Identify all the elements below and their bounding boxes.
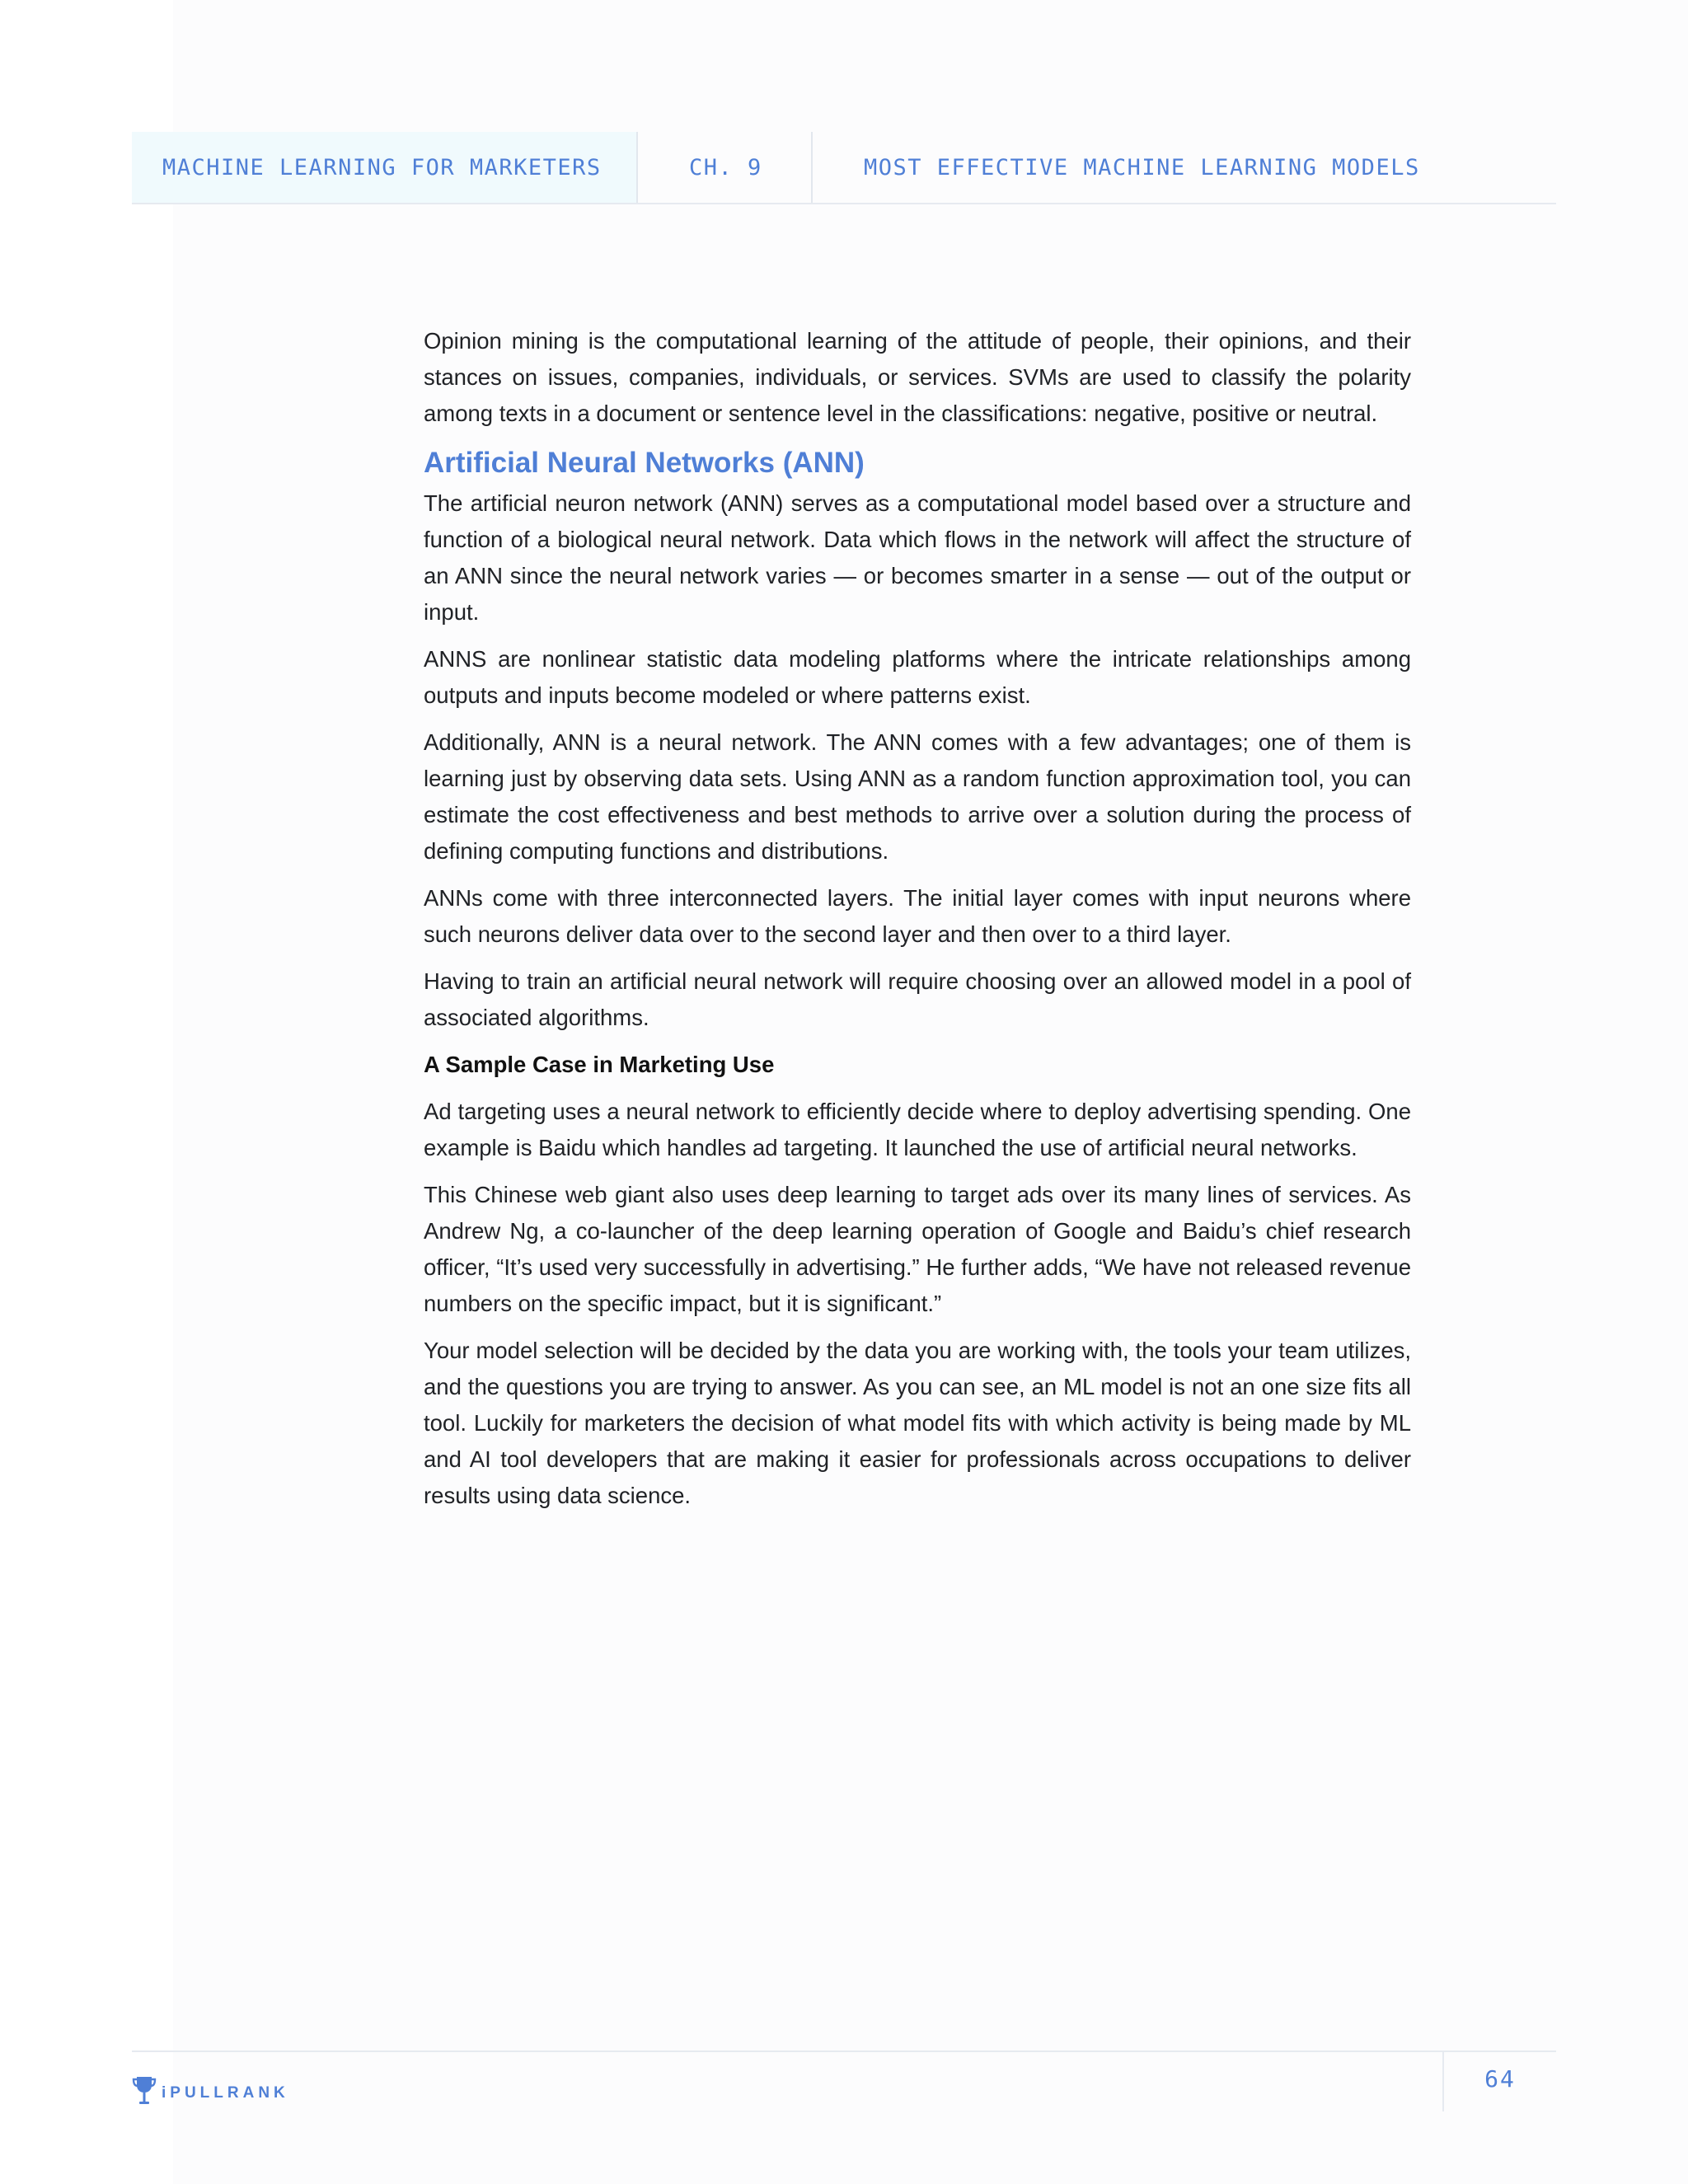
- trophy-icon: [132, 2075, 157, 2111]
- ipullrank-logo: [132, 2075, 289, 2111]
- body-paragraph: Having to train an artificial neural network will require choosing over an allowed model in a pool of associated algorithms.: [424, 968, 1411, 1030]
- book-title: MACHINE LEARNING FOR MARKETERS: [132, 132, 638, 203]
- body-paragraph: ANNs come with three interconnected layers. The initial layer comes with input neurons where such neurons deliver data over to the second layer and then over to a third layer.: [424, 885, 1411, 947]
- case-paragraph: Ad targeting uses a neural network to efficiently decide where to deploy advertising spending. One example is Baidu which handles ad targeting. It launched the use of artificial neural networks.: [424, 1099, 1411, 1160]
- body-paragraph: Additionally, ANN is a neural network. The ANN comes with a few advantages; one of them is learning just by observing data sets. Using ANN as a random function approximation tool, you can estimate the cost effectiveness and best methods to arrive over a solution during the process of defining computing functions and distributions.: [424, 729, 1411, 864]
- chapter-number: CH. 9: [638, 132, 813, 203]
- logo-wordmark: iPULLRANK: [162, 2083, 289, 2102]
- case-paragraph: Your model selection will be decided by the data you are working with, the tools your team utilizes, and the questions you are trying to answer. As you can see, an ML model is not an one size fits all tool. Luckily for marketers the decision of what model fits with which activity is being made by ML and AI tool developers that are making it easier for professionals across occupations to deliver results using data science.: [424, 1338, 1411, 1508]
- section-heading: Artificial Neural Networks (ANN): [424, 447, 865, 479]
- case-paragraph: This Chinese web giant also uses deep learning to target ads over its many lines of services. As Andrew Ng, a co-launcher of the deep learning operation of Google and Baidu’s chief research officer, “It’s used very successfully in advertising.” He further adds, “We have not released revenue numbers on the specific impact, but it is significant.”: [424, 1182, 1411, 1316]
- footer-rule: [132, 2050, 1556, 2052]
- main-content: [424, 323, 1411, 1525]
- chapter-title: MOST EFFECTIVE MACHINE LEARNING MODELS: [864, 154, 1420, 180]
- page-number: 64: [1484, 2065, 1516, 2093]
- intro-paragraph: Opinion mining is the computational learning of the attitude of people, their opinions, and their stances on issues, companies, individuals, or services. SVMs are used to classify the polarity among texts in a document or sentence level in the classifications: negative, positive or neutral.: [424, 328, 1411, 426]
- body-paragraph: ANNS are nonlinear statistic data modeling platforms where the intricate relationships among outputs and inputs become modeled or where patterns exist.: [424, 646, 1411, 708]
- subheading: A Sample Case in Marketing Use: [424, 1052, 775, 1077]
- body-paragraph: The artificial neuron network (ANN) serves as a computational model based over a structure and function of a biological neural network. Data which flows in the network will affect the structure of an ANN since the neural network varies — or becomes smarter in a sense — out of the output or input.: [424, 490, 1411, 625]
- page-header: [132, 132, 1556, 204]
